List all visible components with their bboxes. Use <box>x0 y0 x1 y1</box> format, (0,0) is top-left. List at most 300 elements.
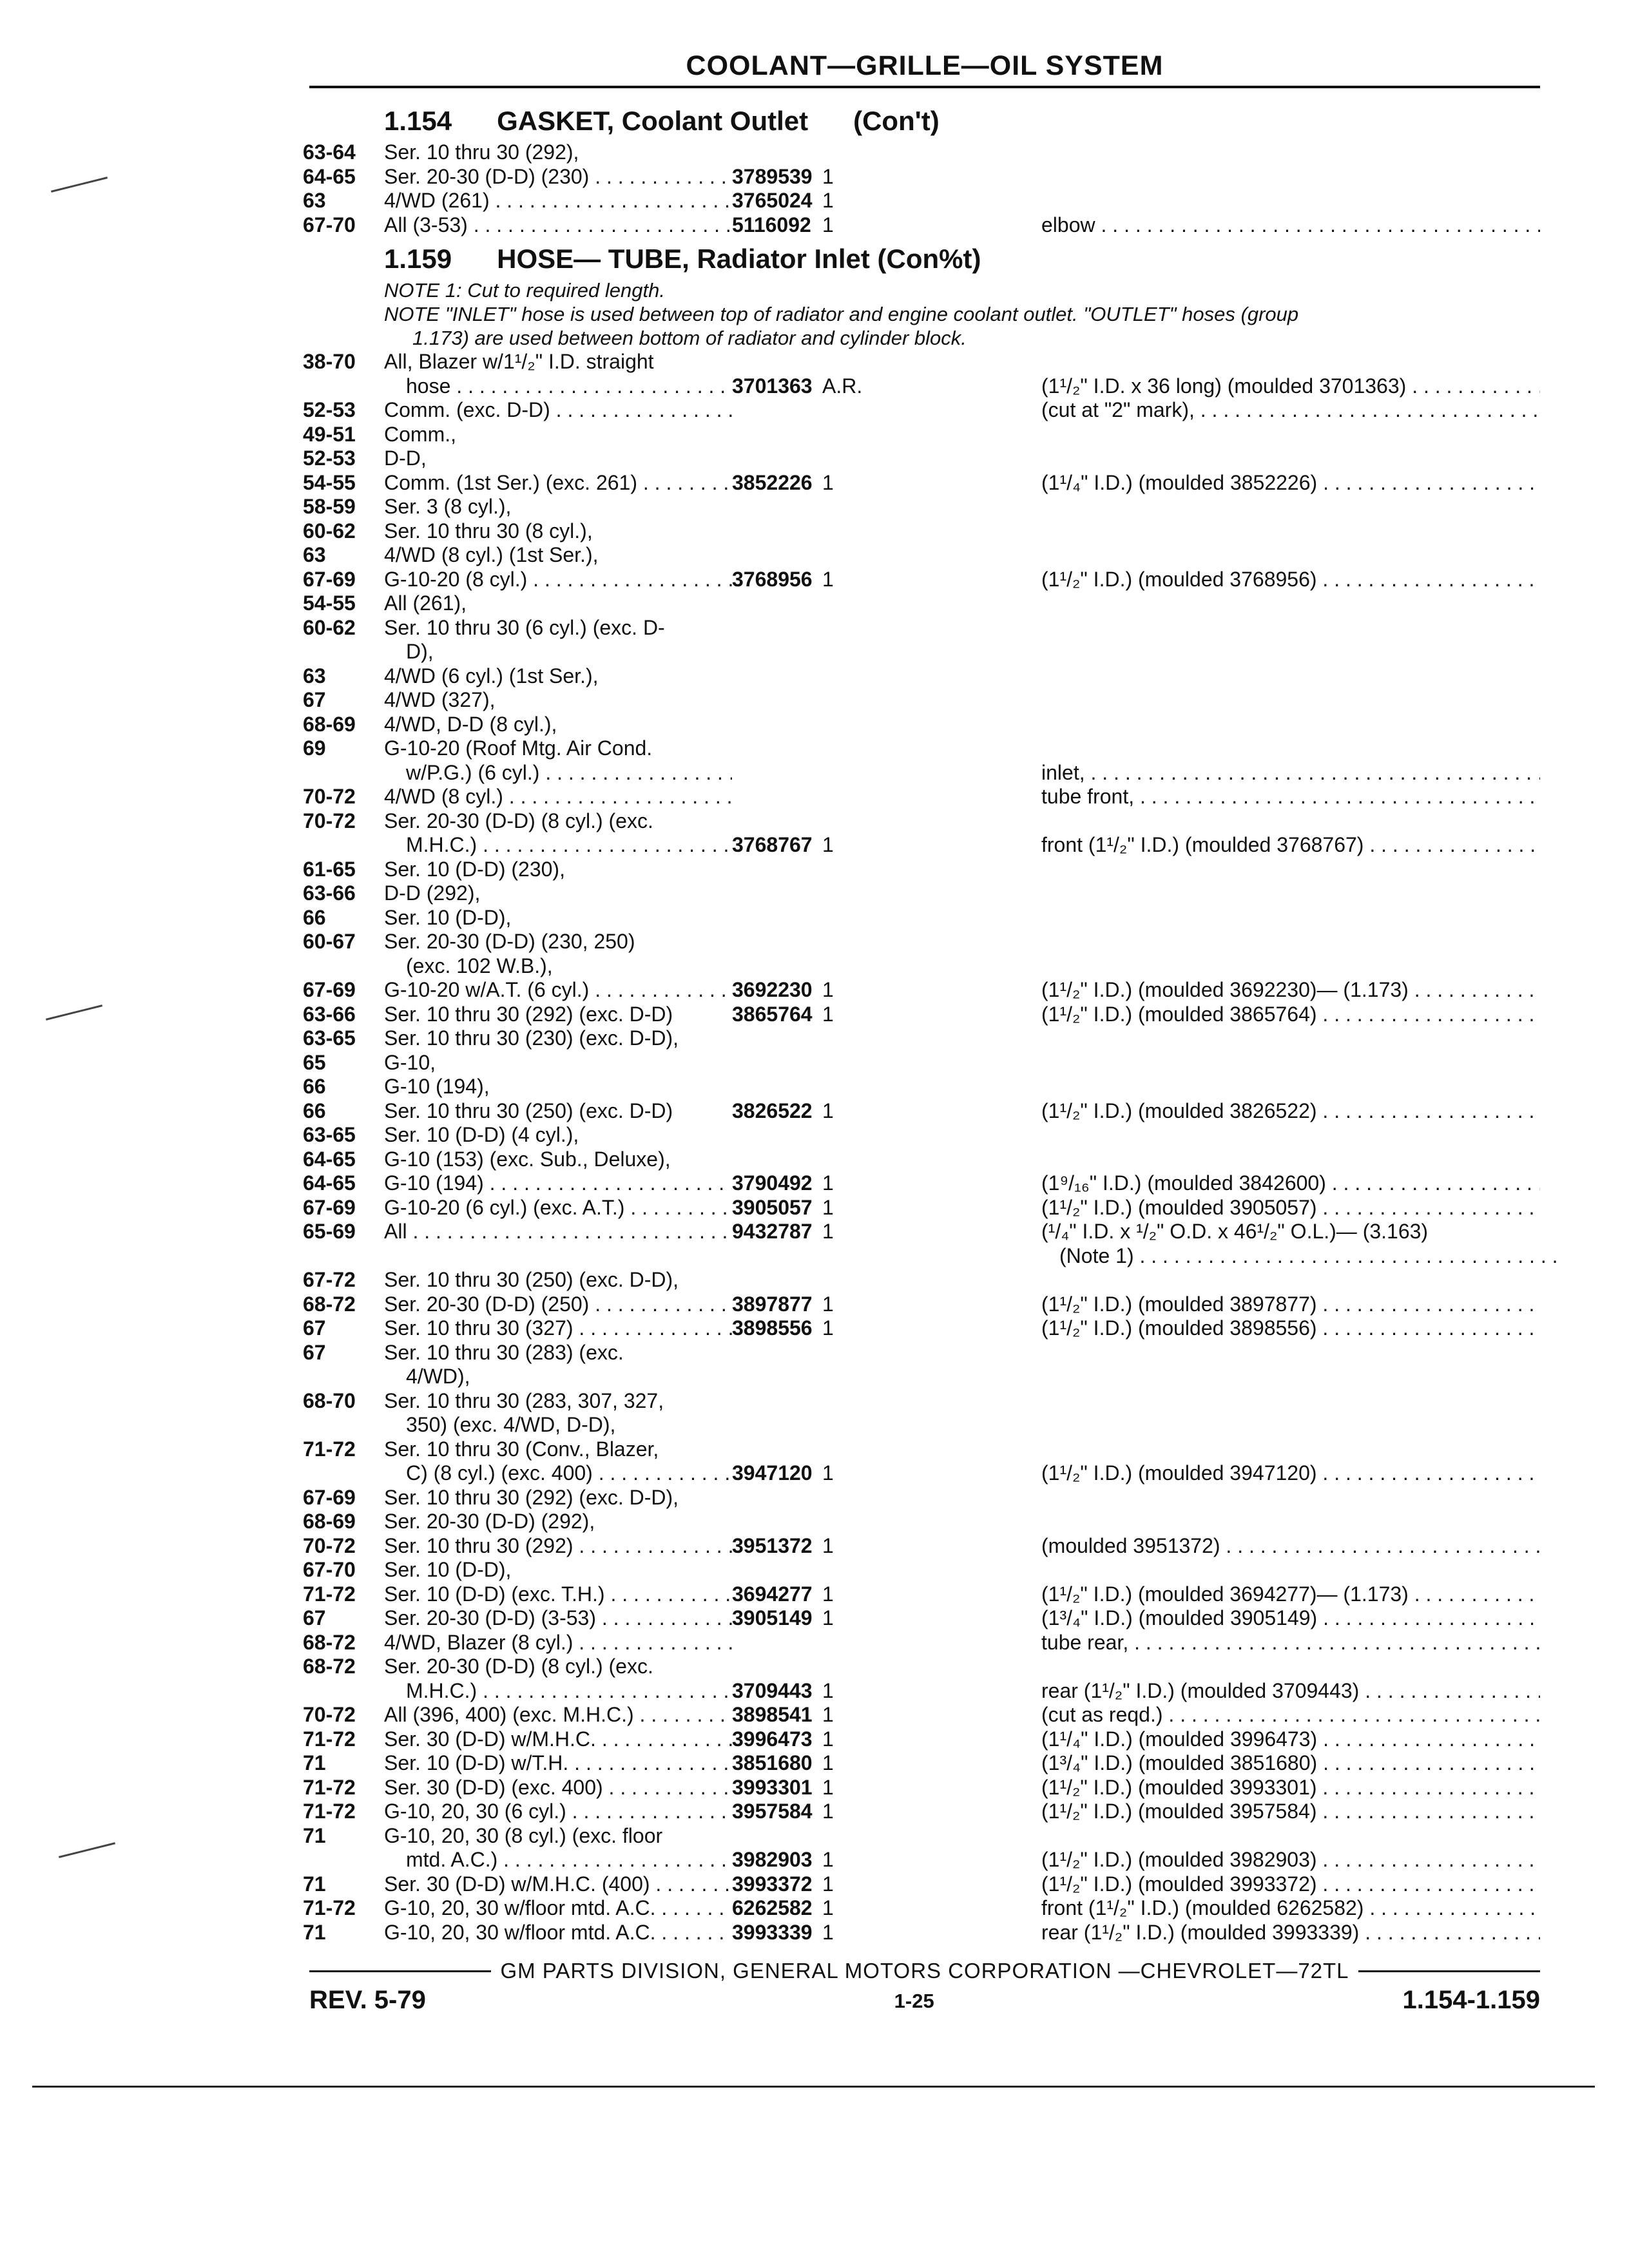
model-year: 67 <box>303 1606 326 1629</box>
description: C) (8 cyl.) (exc. 400) . . . <box>384 1461 732 1486</box>
table-row <box>303 140 1540 165</box>
remark <box>1041 189 1540 213</box>
description: Ser. 30 (D-D) w/M.H.C. . . . <box>384 1727 732 1752</box>
description: 4/WD (6 cyl.) (1st Ser.), <box>384 664 599 687</box>
remark: (1¹/₂" I.D.) (moulded 3993301) . . . <box>1041 1776 1540 1800</box>
quantity <box>822 543 1041 568</box>
table-row <box>303 568 1540 592</box>
quantity <box>822 1365 1041 1389</box>
group-range: 1.154-1.159 <box>1402 1986 1540 2014</box>
quantity: 1 <box>822 1316 834 1340</box>
description: hose . . . <box>384 374 732 399</box>
quantity: 1 <box>822 978 834 1001</box>
note-inlet: NOTE "INLET" hose is used between top of radiator and engine coolant outlet. "OUTLET" hoses (group <box>384 303 1299 325</box>
remark <box>1041 858 1540 882</box>
table-row <box>303 1051 1540 1075</box>
description: G-10, 20, 30 (8 cyl.) (exc. floor <box>384 1823 663 1847</box>
table-row <box>303 833 1540 858</box>
part-number: 3694277 <box>732 1582 813 1606</box>
model-year <box>303 374 384 399</box>
group-name: HOSE— TUBE, Radiator Inlet (Con%t) <box>497 244 981 274</box>
part-number: 3865764 <box>732 1002 813 1026</box>
part-number <box>732 785 822 809</box>
model-year: 54-55 <box>303 470 356 494</box>
quantity: 1 <box>822 470 834 494</box>
remark <box>1041 1075 1540 1099</box>
part-number: 3709443 <box>732 1678 813 1702</box>
model-year: 52-53 <box>303 398 356 421</box>
part-number: 3826522 <box>732 1099 813 1122</box>
quantity <box>822 930 1041 954</box>
quantity: 1 <box>822 1751 834 1774</box>
remark <box>1041 350 1540 374</box>
quantity: 1 <box>822 189 834 212</box>
model-year <box>303 1679 384 1704</box>
part-number <box>732 1824 822 1849</box>
remark <box>1041 954 1540 979</box>
quantity <box>822 495 1041 519</box>
remark: (1¹/₂" I.D.) (moulded 3897877) . . . <box>1041 1293 1540 1317</box>
part-number <box>732 881 822 906</box>
model-year: 71-72 <box>303 1437 356 1461</box>
description: G-10, 20, 30 (6 cyl.) . . . <box>384 1800 732 1824</box>
remark <box>1041 543 1540 568</box>
description: All (3-53) . . . <box>384 213 732 238</box>
part-number: 3993301 <box>732 1775 813 1799</box>
part-number <box>732 664 822 689</box>
remark <box>1041 1268 1540 1293</box>
remark <box>1041 1486 1540 1510</box>
description: G-10 (194), <box>384 1075 490 1098</box>
note-1: NOTE 1: Cut to required length. <box>384 279 665 302</box>
remark <box>1041 1341 1540 1365</box>
quantity <box>822 906 1041 930</box>
part-number <box>732 1026 822 1051</box>
description: D-D (292), <box>384 881 481 905</box>
group-number: 1.159 <box>384 244 452 274</box>
parts-list-1159 <box>303 350 1540 1945</box>
table-row <box>303 1220 1540 1244</box>
quantity: 1 <box>822 1220 834 1243</box>
model-year: 38-70 <box>303 350 356 373</box>
table-row <box>303 1099 1540 1124</box>
quantity <box>822 1486 1041 1510</box>
part-number <box>732 858 822 882</box>
description: Ser. 10 (D-D), <box>384 905 512 929</box>
table-row <box>303 1486 1540 1510</box>
part-number: 3905057 <box>732 1195 813 1219</box>
model-year: 71-72 <box>303 1800 356 1823</box>
description <box>384 1244 732 1269</box>
remark <box>1041 1558 1540 1582</box>
model-year: 64-65 <box>303 164 356 188</box>
description: 4/WD, Blazer (8 cyl.) . . . <box>384 1631 732 1655</box>
table-row <box>303 1631 1540 1655</box>
table-row <box>303 1293 1540 1317</box>
remark <box>1041 1365 1540 1389</box>
part-number: 5116092 <box>732 213 811 236</box>
quantity <box>822 591 1041 616</box>
description: G-10, <box>384 1050 436 1074</box>
description: G-10-20 (8 cyl.) . . . <box>384 568 732 592</box>
quantity <box>822 954 1041 979</box>
part-number: 3993372 <box>732 1872 813 1896</box>
remark <box>1041 1824 1540 1849</box>
remark: (cut at "2" mark), . . . <box>1041 398 1540 423</box>
remark: (¹/₄" I.D. x ¹/₂" O.D. x 46¹/₂" O.L.)— (3.163) <box>1041 1220 1429 1243</box>
part-number: 3897877 <box>732 1292 813 1316</box>
description: Ser. 20-30 (D-D) (8 cyl.) (exc. <box>384 1655 653 1678</box>
note-inlet-cont: 1.173) are used between bottom of radiator and cylinder block. <box>412 327 967 349</box>
model-year: 63-66 <box>303 1002 356 1026</box>
quantity <box>822 858 1041 882</box>
remark <box>1041 591 1540 616</box>
part-number <box>732 761 822 785</box>
remark: (1¹/₂" I.D.) (moulded 3957584) . . . <box>1041 1800 1540 1824</box>
table-row <box>303 906 1540 930</box>
table-row <box>303 688 1540 713</box>
model-year <box>303 761 384 785</box>
part-number: 3947120 <box>732 1461 813 1485</box>
table-row <box>303 1800 1540 1824</box>
group-title-1154 <box>384 106 1540 137</box>
table-row <box>303 1026 1540 1051</box>
revision-label: REV. 5-79 <box>309 1986 426 2014</box>
table-row <box>303 1606 1540 1631</box>
quantity <box>822 1631 1041 1655</box>
quantity: 1 <box>822 1606 834 1629</box>
part-number <box>732 519 822 544</box>
group-suffix: (Con't) <box>853 106 940 136</box>
description: All . . . <box>384 1220 732 1244</box>
model-year: 67-72 <box>303 1268 356 1291</box>
table-row <box>303 954 1540 979</box>
part-number <box>732 1389 822 1414</box>
model-year: 67-69 <box>303 1485 356 1509</box>
model-year <box>303 640 384 664</box>
remark <box>1041 495 1540 519</box>
quantity: 1 <box>822 1848 834 1871</box>
model-year <box>303 954 384 979</box>
table-row <box>303 1341 1540 1365</box>
quantity: 1 <box>822 1678 834 1702</box>
model-year: 71 <box>303 1872 326 1896</box>
part-number <box>732 1341 822 1365</box>
model-year: 66 <box>303 905 326 929</box>
remark: (1¹/₂" I.D.) (moulded 3905057) . . . <box>1041 1196 1540 1220</box>
remark <box>1041 881 1540 906</box>
model-year: 68-70 <box>303 1389 356 1412</box>
table-row <box>303 471 1540 495</box>
quantity <box>822 664 1041 689</box>
parts-catalog <box>303 103 1540 1945</box>
part-number <box>732 1075 822 1099</box>
table-row <box>303 1703 1540 1727</box>
table-row <box>303 350 1540 374</box>
description: Ser. 10 thru 30 (250) (exc. D-D), <box>384 1268 679 1291</box>
table-row <box>303 1413 1540 1437</box>
table-row <box>303 1437 1540 1462</box>
model-year: 70-72 <box>303 1533 356 1557</box>
part-number <box>732 1413 822 1437</box>
model-year: 69 <box>303 736 326 760</box>
table-row <box>303 1582 1540 1607</box>
model-year: 64-65 <box>303 1147 356 1171</box>
quantity: 1 <box>822 567 834 591</box>
model-year: 70-72 <box>303 809 356 832</box>
remark: front (1¹/₂" I.D.) (moulded 6262582) . . . <box>1041 1896 1540 1921</box>
part-number <box>732 140 822 165</box>
quantity: A.R. <box>822 374 863 398</box>
description: Ser. 30 (D-D) (exc. 400) . . . <box>384 1776 732 1800</box>
description: All (396, 400) (exc. M.H.C.) . . . <box>384 1703 732 1727</box>
part-number <box>732 906 822 930</box>
model-year: 63-65 <box>303 1026 356 1050</box>
quantity <box>822 1824 1041 1849</box>
description: Ser. 10 thru 30 (6 cyl.) (exc. D- <box>384 615 665 639</box>
model-year: 67 <box>303 688 326 711</box>
quantity <box>822 881 1041 906</box>
description: Ser. 20-30 (D-D) (3-53) . . . <box>384 1606 732 1631</box>
remark: (cut as reqd.) . . . <box>1041 1703 1540 1727</box>
quantity: 1 <box>822 164 834 188</box>
remark <box>1041 688 1540 713</box>
table-row <box>303 809 1540 834</box>
quantity <box>822 140 1041 165</box>
model-year: 68-69 <box>303 712 356 736</box>
part-number: 3768767 <box>732 833 813 856</box>
quantity: 1 <box>822 1582 834 1606</box>
quantity: 1 <box>822 1800 834 1823</box>
remark: (1¹/₂" I.D.) (moulded 3947120) . . . <box>1041 1461 1540 1486</box>
description: G-10 (153) (exc. Sub., Deluxe), <box>384 1147 671 1171</box>
description: Ser. 10 thru 30 (292) . . . <box>384 1534 732 1559</box>
quantity <box>822 688 1041 713</box>
quantity: 1 <box>822 1461 834 1485</box>
header-rule <box>309 86 1540 88</box>
quantity: 1 <box>822 1872 834 1896</box>
remark <box>1041 1051 1540 1075</box>
model-year <box>303 1848 384 1872</box>
group-number: 1.154 <box>384 106 452 136</box>
table-row <box>303 1776 1540 1800</box>
part-number <box>732 1437 822 1462</box>
table-row <box>303 1148 1540 1172</box>
quantity <box>822 809 1041 834</box>
part-number <box>732 736 822 761</box>
table-row <box>303 1510 1540 1534</box>
model-year: 66 <box>303 1075 326 1098</box>
model-year: 67-70 <box>303 213 356 236</box>
remark <box>1041 423 1540 447</box>
quantity <box>822 423 1041 447</box>
part-number: 3957584 <box>732 1800 813 1823</box>
quantity <box>822 1075 1041 1099</box>
description: Ser. 20-30 (D-D) (292), <box>384 1510 595 1533</box>
table-row <box>303 1365 1540 1389</box>
description: Ser. 10 thru 30 (250) (exc. D-D) <box>384 1099 673 1122</box>
model-year: 63 <box>303 664 326 687</box>
table-row <box>303 447 1540 471</box>
table-row <box>303 1824 1540 1849</box>
description: M.H.C.) . . . <box>384 1679 732 1704</box>
table-row <box>303 1751 1540 1776</box>
table-row <box>303 713 1540 737</box>
part-number: 3701363 <box>732 374 813 398</box>
quantity <box>822 1268 1041 1293</box>
remark <box>1041 906 1540 930</box>
quantity <box>822 1123 1041 1148</box>
model-year <box>303 1244 384 1269</box>
table-row <box>303 640 1540 664</box>
model-year: 65-69 <box>303 1220 356 1243</box>
description: 350) (exc. 4/WD, D-D), <box>406 1413 616 1436</box>
part-number <box>732 1123 822 1148</box>
quantity: 1 <box>822 833 834 856</box>
quantity <box>822 1148 1041 1172</box>
part-number <box>732 1655 822 1679</box>
table-row <box>303 519 1540 544</box>
table-row <box>303 543 1540 568</box>
model-year: 63-66 <box>303 881 356 905</box>
description: Ser. 30 (D-D) w/M.H.C. (400) . . . <box>384 1872 732 1897</box>
table-row <box>303 858 1540 882</box>
model-year: 71 <box>303 1751 326 1774</box>
description: Ser. 10 thru 30 (292) (exc. D-D) <box>384 1002 673 1026</box>
table-row <box>303 1921 1540 1945</box>
description: Ser. 10 thru 30 (283, 307, 327, <box>384 1389 664 1412</box>
description: G-10, 20, 30 w/floor mtd. A.C. . . . <box>384 1921 732 1945</box>
page-header <box>309 50 1540 88</box>
description: Comm. (exc. D-D) . . . <box>384 398 732 423</box>
remark: inlet, . . . <box>1041 761 1540 785</box>
part-number <box>732 423 822 447</box>
table-row <box>303 930 1540 954</box>
quantity <box>822 447 1041 471</box>
part-number: 3996473 <box>732 1727 813 1751</box>
description: 4/WD (327), <box>384 688 496 711</box>
part-number <box>732 398 822 423</box>
model-year: 63 <box>303 189 326 212</box>
quantity: 1 <box>822 1002 834 1026</box>
remark <box>1041 1123 1540 1148</box>
model-year: 60-62 <box>303 519 356 543</box>
part-number: 3789539 <box>732 164 813 188</box>
model-year: 63 <box>303 543 326 566</box>
description: Comm., <box>384 422 456 446</box>
part-number <box>732 495 822 519</box>
part-number <box>732 954 822 979</box>
remark: tube front, . . . <box>1041 785 1540 809</box>
table-row <box>303 761 1540 785</box>
model-year <box>303 1365 384 1389</box>
publisher-line: GM PARTS DIVISION, GENERAL MOTORS CORPORATION —CHEVROLET—72TL <box>500 1959 1349 1983</box>
table-row <box>303 664 1540 689</box>
remark <box>1041 1413 1540 1437</box>
part-number: 3898541 <box>732 1703 813 1726</box>
page-number: 1-25 <box>894 1990 934 2012</box>
part-number <box>732 1051 822 1075</box>
quantity <box>822 1244 1041 1269</box>
description: Ser. 10 thru 30 (292), <box>384 140 579 164</box>
remark <box>1041 1389 1540 1414</box>
model-year: 68-72 <box>303 1655 356 1678</box>
part-number <box>732 1148 822 1172</box>
model-year: 60-67 <box>303 930 356 953</box>
part-number <box>732 1558 822 1582</box>
parts-list-1154 <box>303 140 1540 237</box>
quantity: 1 <box>822 1775 834 1799</box>
remark: (1⁹/₁₆" I.D.) (moulded 3842600) . . . <box>1041 1171 1540 1196</box>
remark: (moulded 3951372) . . . <box>1041 1534 1540 1559</box>
description: 4/WD), <box>406 1365 470 1388</box>
description: 4/WD, D-D (8 cyl.), <box>384 712 557 736</box>
table-row <box>303 213 1540 238</box>
page-footer <box>309 1959 1540 2015</box>
model-year: 54-55 <box>303 591 356 615</box>
part-number: 3852226 <box>732 470 813 494</box>
quantity: 1 <box>822 1171 834 1195</box>
quantity: 1 <box>822 1727 834 1751</box>
quantity <box>822 1341 1041 1365</box>
remark <box>1041 640 1540 664</box>
table-row <box>303 736 1540 761</box>
description: D), <box>406 640 434 663</box>
quantity <box>822 761 1041 785</box>
remark: (1¹/₂" I.D. x 36 long) (moulded 3701363) . . . <box>1041 374 1540 399</box>
table-row <box>303 785 1540 809</box>
description: mtd. A.C.) . . . <box>384 1848 732 1872</box>
remark: (1¹/₄" I.D.) (moulded 3852226) . . . <box>1041 471 1540 495</box>
remark <box>1041 140 1540 165</box>
table-row <box>303 374 1540 399</box>
part-number <box>732 616 822 640</box>
remark <box>1041 165 1540 189</box>
part-number <box>732 1365 822 1389</box>
table-row <box>303 1896 1540 1921</box>
remark <box>1041 1437 1540 1462</box>
remark: front (1¹/₂" I.D.) (moulded 3768767) . . . <box>1041 833 1540 858</box>
remark: (1³/₄" I.D.) (moulded 3851680) . . . <box>1041 1751 1540 1776</box>
quantity <box>822 1558 1041 1582</box>
description: G-10 (194) . . . <box>384 1171 732 1196</box>
remark: elbow . . . <box>1041 213 1540 238</box>
table-row <box>303 1848 1540 1872</box>
table-row <box>303 1171 1540 1196</box>
part-number: 3851680 <box>732 1751 813 1774</box>
quantity: 1 <box>822 1292 834 1316</box>
model-year: 66 <box>303 1099 326 1122</box>
description: Ser. 10 thru 30 (327) . . . <box>384 1316 732 1341</box>
table-row <box>303 1003 1540 1027</box>
description: 4/WD (8 cyl.) (1st Ser.), <box>384 543 599 566</box>
description: D-D, <box>384 447 427 470</box>
table-row <box>303 398 1540 423</box>
remark <box>1041 616 1540 640</box>
quantity <box>822 1437 1041 1462</box>
table-row <box>303 978 1540 1003</box>
model-year: 71-72 <box>303 1775 356 1799</box>
model-year: 67-69 <box>303 978 356 1001</box>
description: Comm. (1st Ser.) (exc. 261) . . . <box>384 471 732 495</box>
part-number <box>732 809 822 834</box>
model-year: 70-72 <box>303 785 356 808</box>
table-row <box>303 1727 1540 1752</box>
model-year: 68-72 <box>303 1292 356 1316</box>
table-row <box>303 1534 1540 1559</box>
part-number: 3692230 <box>732 978 813 1001</box>
description: G-10-20 w/A.T. (6 cyl.) . . . <box>384 978 732 1003</box>
